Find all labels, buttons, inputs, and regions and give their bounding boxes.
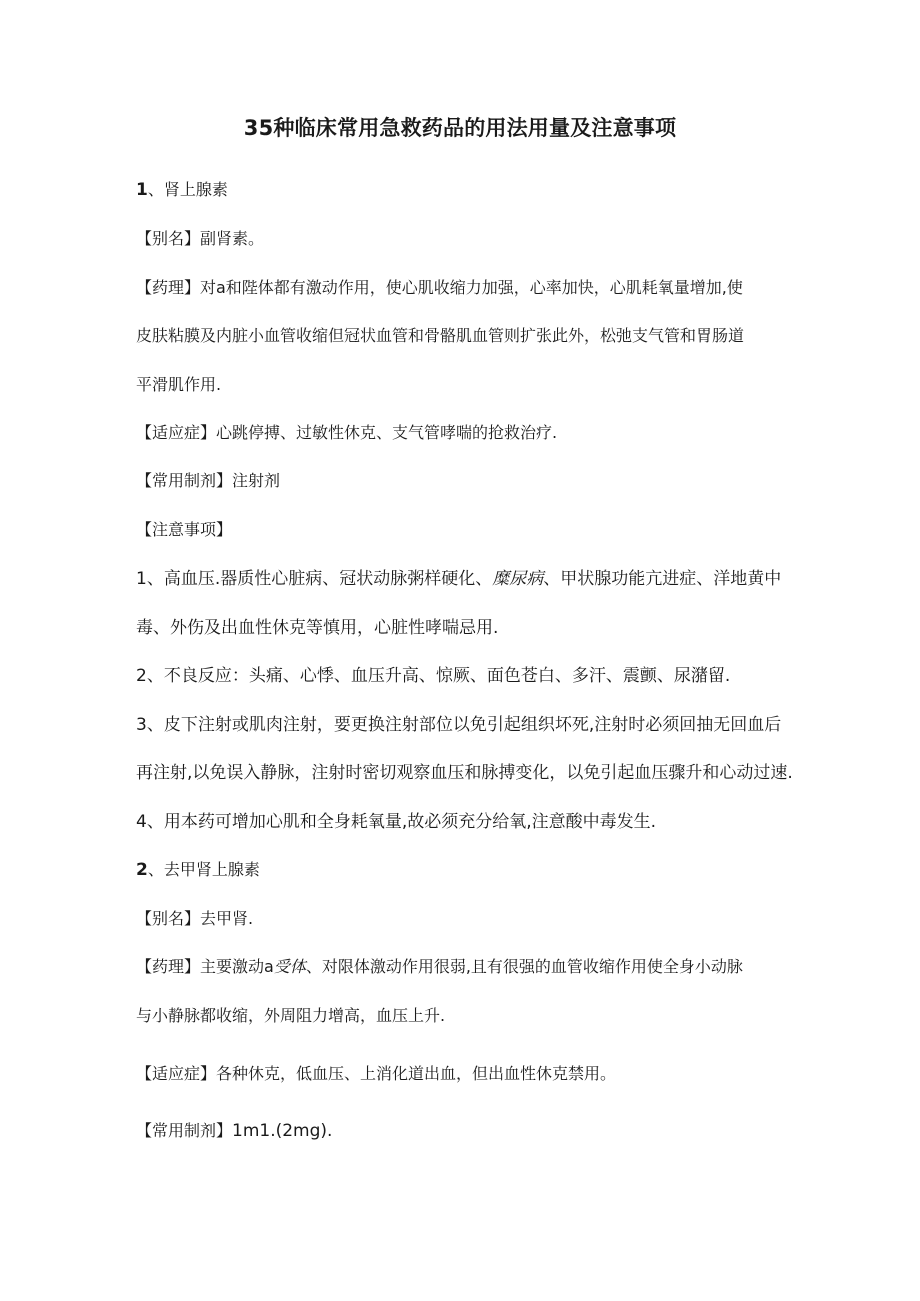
- drug1-heading: [136, 178, 228, 202]
- note1-text-a: 1、高血压.器质性心脏病、冠状动脉粥样硬化、: [136, 569, 493, 589]
- drug1-note3-line2: 再注射,以免误入静脉，注射时密切观察血压和脉搏变化，以免引起血压骤升和心动过速.: [136, 763, 793, 783]
- drug1-pharmacology-line1: 【药理】对a和陛体都有激动作用，使心肌收缩力加强，心率加快，心肌耗氧量增加,使: [136, 278, 743, 297]
- drug1-note1-line2: 毒、外伤及出血性休克等慎用，心脏性哮喘忌用.: [136, 618, 499, 638]
- drug2-pharmacology-line2: 与小静脉都收缩，外周阻力增高，血压上升.: [136, 1006, 446, 1025]
- drug1-note4: 4、用本药可增加心肌和全身耗氧量,故必须充分给氧,注意酸中毒发生.: [136, 812, 657, 832]
- drug1-pharmacology-line2: 皮肤粘膜及内脏小血管收缩但冠状血管和骨骼肌血管则扩张此外，松弛支气管和胃肠道: [136, 326, 745, 345]
- drug1-alias: 【别名】副肾素。: [136, 229, 265, 248]
- document-title: 35种临床常用急救药品的用法用量及注意事项: [243, 116, 677, 140]
- drug1-notes-heading: 【注意事项】: [136, 520, 233, 539]
- drug2-number: 2: [136, 860, 148, 880]
- note1-text-italic: 糜尿病: [492, 569, 544, 589]
- drug2-name: 、去甲肾上腺素: [147, 860, 260, 879]
- drug2-indication: 【适应症】各种休克，低血压、上消化道出血，但出血性休克禁用。: [136, 1064, 617, 1083]
- drug2-heading: [136, 858, 260, 882]
- drug2-pharm-text-italic: 受体: [273, 957, 306, 976]
- drug1-preparation: 【常用制剂】注射剂: [136, 471, 281, 490]
- drug1-number: 1: [136, 180, 148, 200]
- drug2-pharm-text-b: 、对限体激动作用很弱,且有很强的血管收缩作用使全身小动脉: [305, 957, 743, 976]
- drug2-pharmacology-line1: [136, 955, 743, 979]
- drug2-alias: 【别名】去甲肾.: [136, 909, 254, 928]
- drug1-note3-line1: 3、皮下注射或肌肉注射，要更换注射部位以免引起组织坏死,注射时必须回抽无回血后: [136, 715, 782, 735]
- drug1-note2: 2、不良反应：头痛、心悸、血压升高、惊厥、面色苍白、多汗、震颤、尿潴留.: [136, 666, 731, 686]
- drug2-prep-value: 1m1.(2mg).: [232, 1121, 333, 1141]
- drug1-note1-line1: [136, 567, 781, 591]
- drug2-pharm-text-a: 【药理】主要激动a: [136, 957, 274, 976]
- drug1-pharmacology-line3: 平滑肌作用.: [136, 375, 222, 394]
- drug2-prep-label: 【常用制剂】: [136, 1121, 233, 1140]
- drug2-preparation: [136, 1119, 332, 1143]
- drug1-indication: 【适应症】心跳停搏、过敏性休克、支气管哮喘的抢救治疗.: [136, 423, 558, 442]
- note1-text-b: 、甲状腺功能亢进症、洋地黄中: [543, 569, 782, 589]
- drug1-name: 、肾上腺素: [147, 180, 228, 199]
